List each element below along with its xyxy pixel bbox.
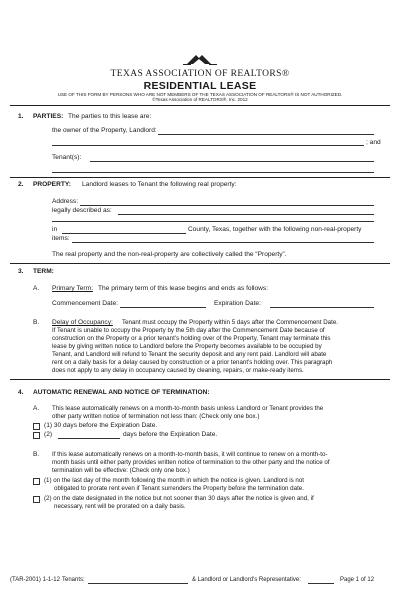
usage-notice: USE OF THIS FORM BY PERSONS WHO ARE NOT MEMBERS OF THE TEXAS ASSOCIATION OF REALTORS® IS NOT AUTHORIZED.	[57, 92, 343, 97]
delay-first-line: Tenant must occupy the Property within 5 days after the Commencement Date.	[122, 319, 338, 326]
section-1-intro: The parties to this lease are:	[68, 113, 152, 120]
section-divider-2	[10, 263, 390, 264]
section-2-number: 2.	[18, 181, 24, 188]
notice-custom-prefix: (2)	[44, 431, 53, 438]
org-name: TEXAS ASSOCIATION OF REALTORS®	[110, 69, 290, 79]
tenant-label: Tenant(s):	[52, 154, 82, 161]
primary-term-text: The primary term of this lease begins and ends as follows:	[98, 285, 269, 292]
designated-date-option: (2) on the date designated in the notice but not sooner than 30 days after the notice is given and, if necessary, rent will be prorated on a daily basis.	[44, 495, 314, 510]
county-in-label: in	[52, 226, 58, 233]
legal-description-field-line-2[interactable]	[52, 221, 374, 222]
section-2-intro: Landlord leases to Tenant the following real property:	[82, 181, 237, 188]
term-a-letter: A.	[33, 285, 40, 292]
end-of-month-option: (1) on the last day of the month following the month in which the notice is given. Landlord is not obligated to prorate rent even if Tenant surrenders the Property before the termination date.	[44, 477, 305, 492]
county-field[interactable]	[62, 233, 186, 234]
designated-date-checkbox[interactable]	[33, 496, 40, 503]
tenant-field-line-2[interactable]	[52, 172, 374, 173]
section-4-number: 4.	[18, 389, 24, 396]
renewal-b-letter: B.	[33, 451, 40, 458]
section-1-heading: PARTIES:	[33, 113, 64, 120]
renewal-a-text: This lease automatically renews on a month-to-month basis unless Landlord or Tenant provides the other party written notice of termination not less than: (Check only one box.)	[52, 405, 324, 420]
expiration-date-field[interactable]	[270, 307, 374, 308]
header-divider	[10, 105, 390, 106]
realtor-logo-icon	[183, 53, 217, 65]
property-closing: The real property and the non-real-property are collectively called the “Property”.	[52, 251, 287, 258]
notice-30-days-checkbox[interactable]	[33, 423, 40, 430]
landlord-initials-label: & Landlord or Landlord's Representative:	[192, 577, 301, 583]
and-label: ; and	[366, 139, 381, 146]
expiration-label: Expiration Date:	[214, 300, 261, 307]
renewal-b-text: If this lease automatically renews on a month-to-month basis, it will continue to renew on a month-to- month basis until either party provides written notice of termination to the other party and the notice of termination will be effective: (Check only one box.)	[52, 451, 330, 474]
section-4-heading: AUTOMATIC RENEWAL AND NOTICE OF TERMINATION:	[33, 389, 210, 396]
landlord-field[interactable]	[158, 134, 374, 135]
landlord-field-line-2[interactable]	[52, 145, 364, 146]
commencement-label: Commencement Date:	[52, 300, 118, 307]
section-divider-3	[10, 379, 390, 380]
delay-paragraph: If Tenant is unable to occupy the Property by the 5th day after the Commencement Date because of construction on the Property or a prior tenant's holding over of the Property, Tenant may terminate this lease by giving written notice to Landlord before the Property becomes available to be occupied by Tenant, and Landlord will refund to Tenant the security deposit and any rent paid. Landlord will abate rent on a daily basis for a delay caused by construction or a prior tenant's holding over. This paragraph does not apply to any delay in occupancy caused by cleaning, repairs, or make-ready items.	[52, 327, 333, 374]
form-id: (TAR-2001) 1-1-12	[10, 577, 60, 583]
landlord-initials-field[interactable]	[308, 583, 334, 584]
end-of-month-checkbox[interactable]	[33, 478, 40, 485]
items-label: items:	[52, 235, 70, 242]
section-1-number: 1.	[18, 113, 24, 120]
items-field[interactable]	[72, 242, 374, 243]
address-label: Address:	[52, 198, 79, 205]
copyright-notice: ©Texas Association of REALTORS®, Inc. 2012	[152, 97, 248, 102]
notice-custom-suffix: days before the Expiration Date.	[123, 431, 218, 438]
renewal-a-letter: A.	[33, 405, 40, 412]
notice-days-field[interactable]	[58, 438, 120, 439]
legal-description-field[interactable]	[118, 214, 374, 215]
notice-custom-days-checkbox[interactable]	[33, 432, 40, 439]
section-2-heading: PROPERTY:	[33, 181, 71, 188]
primary-term-heading: Primary Term:	[52, 285, 93, 292]
county-text: County, Texas, together with the following non-real-property	[188, 226, 362, 233]
owner-label: the owner of the Property, Landlord:	[52, 127, 157, 134]
term-b-letter: B.	[33, 319, 40, 326]
section-3-number: 3.	[18, 268, 24, 275]
legal-description-label: legally described as:	[52, 207, 112, 214]
tenant-field[interactable]	[90, 161, 374, 162]
tenants-initials-label: Tenants:	[62, 577, 85, 583]
notice-30-days-label: (1) 30 days before the Expiration Date.	[44, 422, 158, 429]
delay-heading: Delay of Occupancy:	[52, 319, 113, 326]
commencement-date-field[interactable]	[120, 307, 206, 308]
section-3-heading: TERM:	[33, 268, 54, 275]
tenant-initials-field[interactable]	[88, 583, 188, 584]
section-divider-1	[10, 177, 390, 178]
page-number: Page 1 of 12	[340, 577, 375, 583]
document-title: RESIDENTIAL LEASE	[143, 80, 257, 92]
address-field[interactable]	[80, 205, 374, 206]
